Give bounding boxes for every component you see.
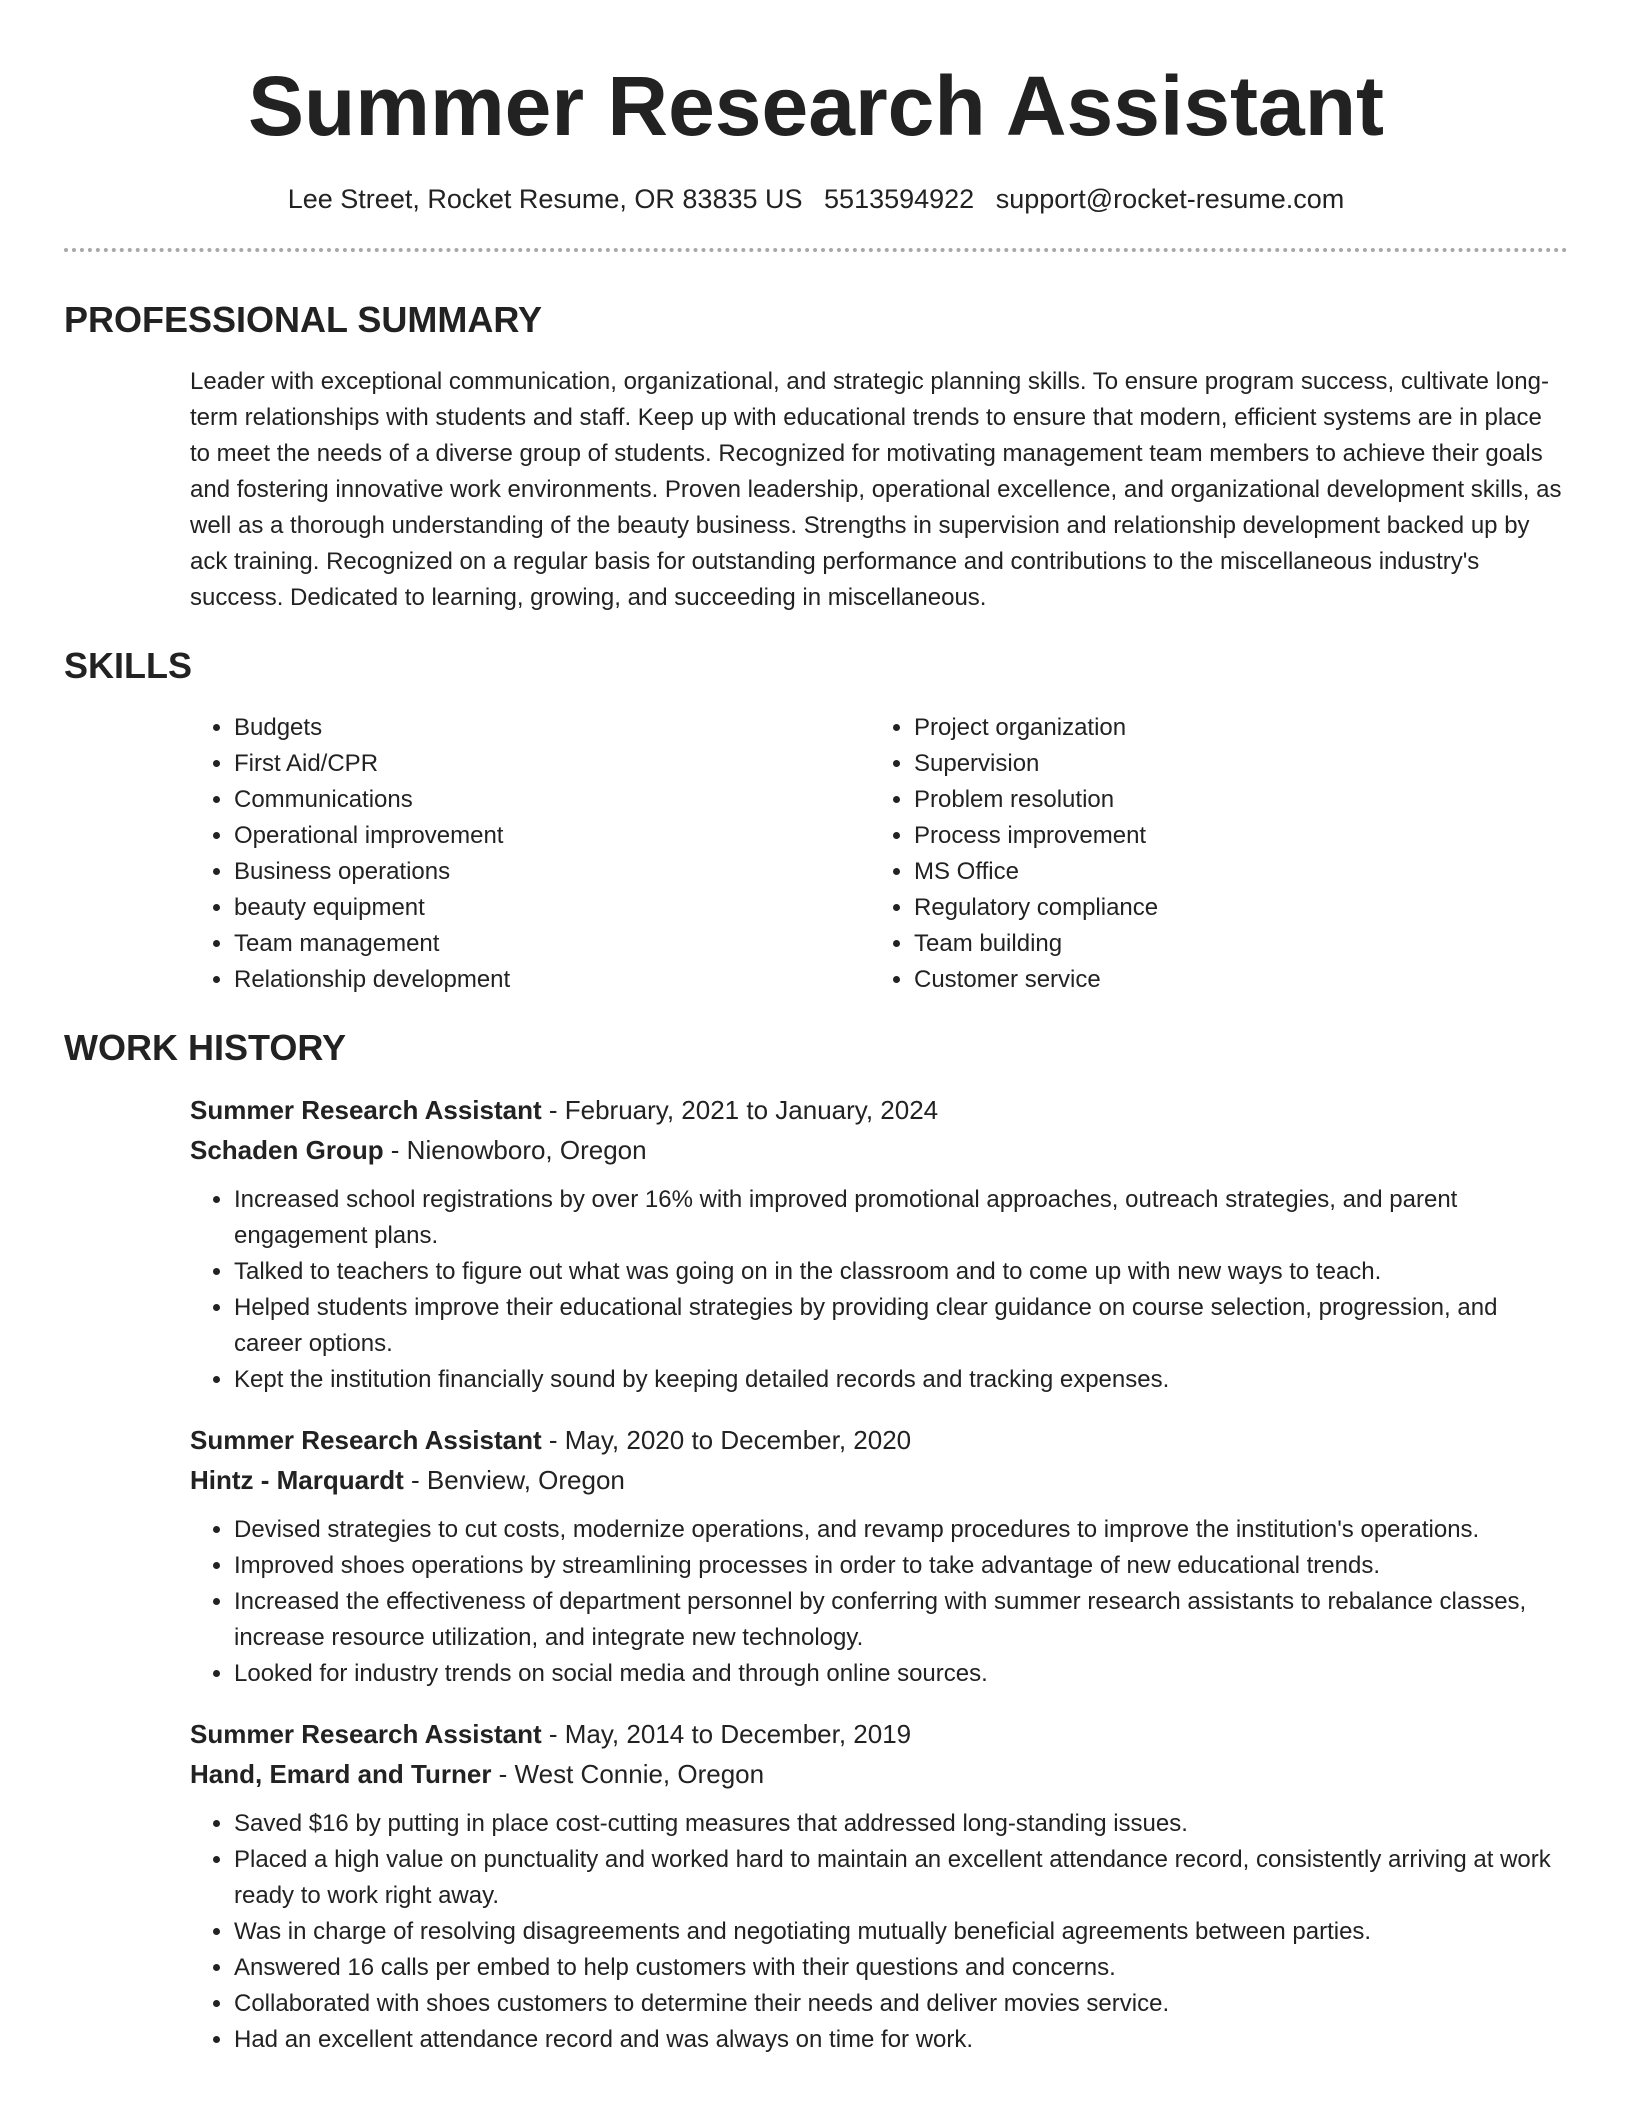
- skill-item: • Team building: [914, 926, 1550, 962]
- summary-text: Leader with exceptional communication, organizational, and strategic planning skills. To ensure program success, cultivate long-term relationships with students and staff. Keep up with educational trends to ensure that modern, efficient systems are in place to meet the needs of a diverse group of students. Recognized for motivating management team members to achieve their goals and fostering innovative work environments. Proven leadership, operational excellence, and organizational development skills, as well as a thorough understanding of the beauty business. Strengths in supervision and relationship development backed up by ack training. Recognized on a regular basis for outstanding performance and contributions to the miscellaneous industry's success. Dedicated to learning, growing, and succeeding in miscellaneous.: [190, 368, 1562, 611]
- job-role: Summer Research Assistant: [190, 1095, 542, 1125]
- skill-item: • MS Office: [914, 854, 1550, 890]
- skill-item: • Operational improvement: [234, 818, 870, 854]
- job-company-line: [190, 1754, 1568, 1794]
- job-title-line: [190, 1714, 1568, 1754]
- job-location: - Nienowboro, Oregon: [383, 1135, 647, 1165]
- summary-heading: PROFESSIONAL SUMMARY: [64, 299, 543, 340]
- job-company: Hand, Emard and Turner: [190, 1759, 492, 1789]
- skill-item: • Problem resolution: [914, 782, 1550, 818]
- job-bullets: [190, 1182, 1568, 1398]
- skill-item: • Project organization: [914, 710, 1550, 746]
- skill-item: • Supervision: [914, 746, 1550, 782]
- job-bullet: • Had an excellent attendance record and was always on time for work.: [234, 2022, 1568, 2058]
- job-bullet: • Placed a high value on punctuality and worked hard to maintain an excellent attendance record, consistently arriving at work ready to work right away.: [234, 1842, 1568, 1914]
- skill-item: • Regulatory compliance: [914, 890, 1550, 926]
- skills-list-right: [870, 710, 1550, 998]
- job-bullets: [190, 1512, 1568, 1692]
- job-bullet: • Answered 16 calls per embed to help customers with their questions and concerns.: [234, 1950, 1568, 1986]
- resume-name: Summer Research Assistant: [247, 59, 1385, 153]
- job-bullet: • Devised strategies to cut costs, modernize operations, and revamp procedures to improve the institution's operations.: [234, 1512, 1568, 1548]
- job-title-line: [190, 1420, 1568, 1460]
- job-entry: [190, 1420, 1568, 1692]
- job-title-line: [190, 1090, 1568, 1130]
- skills-column-left: [190, 710, 870, 998]
- work-history-section: [64, 1026, 1568, 2058]
- header-divider: [64, 248, 1568, 252]
- skills-section: [64, 644, 1568, 998]
- skills-heading: SKILLS: [64, 645, 193, 686]
- job-role: Summer Research Assistant: [190, 1425, 542, 1455]
- contact-line: [64, 182, 1568, 216]
- job-company-line: [190, 1460, 1568, 1500]
- job-dates: - February, 2021 to January, 2024: [541, 1095, 939, 1125]
- job-bullet: • Increased school registrations by over 16% with improved promotional approaches, outreach strategies, and parent engagement plans.: [234, 1182, 1568, 1254]
- skills-grid: [190, 710, 1568, 998]
- job-company-line: [190, 1130, 1568, 1170]
- job-bullet: • Increased the effectiveness of department personnel by conferring with summer research assistants to rebalance classes, increase resource utilization, and integrate new technology.: [234, 1584, 1568, 1656]
- job-role: Summer Research Assistant: [190, 1719, 542, 1749]
- job-company: Schaden Group: [190, 1135, 384, 1165]
- work-history-heading: WORK HISTORY: [64, 1027, 347, 1068]
- job-bullet: • Saved $16 by putting in place cost-cutting measures that addressed long-standing issues.: [234, 1806, 1568, 1842]
- skill-item: • Process improvement: [914, 818, 1550, 854]
- skill-item: • Communications: [234, 782, 870, 818]
- work-history-body: [190, 1090, 1568, 2058]
- job-location: - Benview, Oregon: [403, 1465, 625, 1495]
- skill-item: • beauty equipment: [234, 890, 870, 926]
- skill-item: • Team management: [234, 926, 870, 962]
- job-dates: - May, 2014 to December, 2019: [541, 1719, 912, 1749]
- contact-phone: 5513594922: [824, 184, 975, 214]
- job-entry: [190, 1090, 1568, 1398]
- job-location: - West Connie, Oregon: [491, 1759, 765, 1789]
- contact-address: Lee Street, Rocket Resume, OR 83835 US: [287, 184, 803, 214]
- job-bullets: [190, 1806, 1568, 2058]
- job-bullet: • Helped students improve their educational strategies by providing clear guidance on course selection, progression, and career options.: [234, 1290, 1568, 1362]
- job-bullet: • Kept the institution financially sound by keeping detailed records and tracking expenses.: [234, 1362, 1568, 1398]
- skill-item: • Business operations: [234, 854, 870, 890]
- job-entry: [190, 1714, 1568, 2058]
- skill-item: • First Aid/CPR: [234, 746, 870, 782]
- contact-email: support@rocket-resume.com: [995, 184, 1345, 214]
- skill-item: • Relationship development: [234, 962, 870, 998]
- job-dates: - May, 2020 to December, 2020: [541, 1425, 912, 1455]
- skills-column-right: [870, 710, 1550, 998]
- skill-item: • Customer service: [914, 962, 1550, 998]
- skills-list-left: [190, 710, 870, 998]
- summary-section: [64, 298, 1568, 616]
- job-bullet: • Looked for industry trends on social media and through online sources.: [234, 1656, 1568, 1692]
- job-bullet: • Talked to teachers to figure out what was going on in the classroom and to come up with new ways to teach.: [234, 1254, 1568, 1290]
- job-company: Hintz - Marquardt: [190, 1465, 404, 1495]
- summary-body: [190, 364, 1568, 616]
- job-bullet: • Was in charge of resolving disagreements and negotiating mutually beneficial agreements between parties.: [234, 1914, 1568, 1950]
- skill-item: • Budgets: [234, 710, 870, 746]
- job-bullet: • Collaborated with shoes customers to determine their needs and deliver movies service.: [234, 1986, 1568, 2022]
- job-bullet: • Improved shoes operations by streamlining processes in order to take advantage of new educational trends.: [234, 1548, 1568, 1584]
